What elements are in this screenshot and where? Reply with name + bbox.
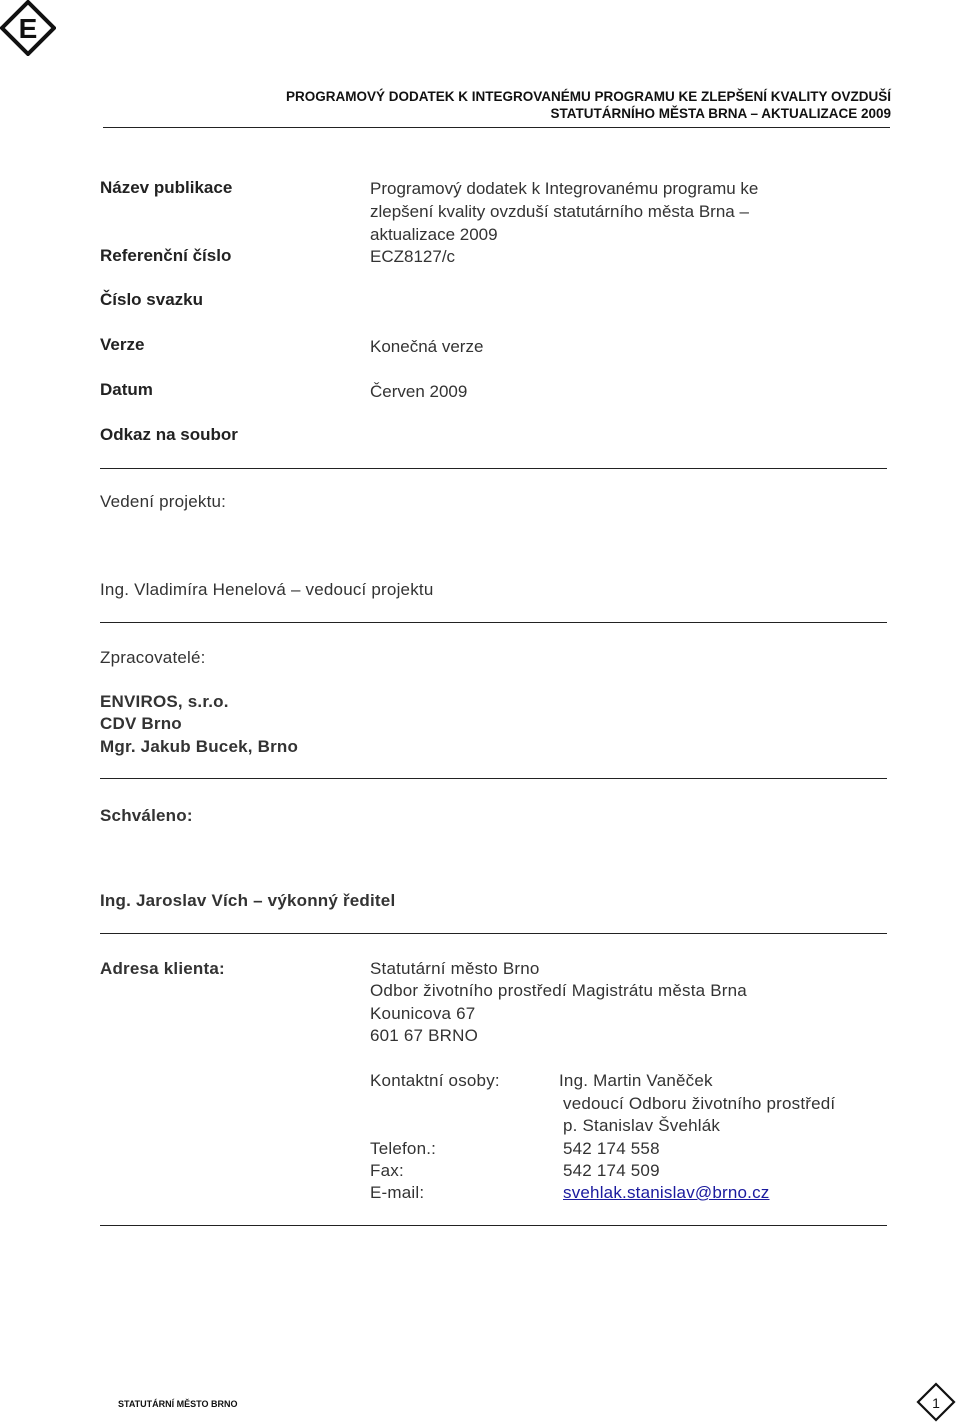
klient-address-line: 601 67 BRNO xyxy=(370,1026,479,1045)
section-divider-2 xyxy=(100,622,887,623)
contacts-label: Kontaktní osoby: xyxy=(370,1071,500,1090)
section-divider-1 xyxy=(100,468,887,469)
email-label: E-mail: xyxy=(370,1183,425,1202)
nazev-value-line2: zlepšení kvality ovzduší statutárního města Brna – xyxy=(370,202,749,221)
zpracovatele-label: Zpracovatelé: xyxy=(100,648,206,667)
nazev-value-line3: aktualizace 2009 xyxy=(370,225,498,244)
verze-value: Konečná verze xyxy=(370,337,484,356)
zpracovatel-item: Mgr. Jakub Bucek, Brno xyxy=(100,737,299,756)
verze-label: Verze xyxy=(100,335,145,354)
footer-text: STATUTÁRNÍ MĚSTO BRNO xyxy=(118,1399,238,1409)
klient-address-line: Statutární město Brno xyxy=(370,959,540,978)
datum-value: Červen 2009 xyxy=(370,382,468,401)
contact-line: vedoucí Odboru životního prostředí xyxy=(563,1094,836,1113)
fax-label: Fax: xyxy=(370,1161,404,1180)
klient-label: Adresa klienta: xyxy=(100,959,225,978)
ref-value: ECZ8127/c xyxy=(370,247,456,266)
telefon-label: Telefon.: xyxy=(370,1139,437,1158)
nazev-label: Název publikace xyxy=(100,178,233,197)
header-title-line2: STATUTÁRNÍHO MĚSTA BRNA – AKTUALIZACE 2009 xyxy=(550,106,891,121)
vedeni-person: Ing. Vladimíra Henelová – vedoucí projektu xyxy=(100,580,434,599)
header-title-line1: PROGRAMOVÝ DODATEK K INTEGROVANÉMU PROGRAMU KE ZLEPŠENÍ KVALITY OVZDUŠÍ xyxy=(285,89,891,104)
datum-label: Datum xyxy=(100,380,153,399)
section-divider-4 xyxy=(100,933,887,934)
klient-address-line: Odbor životního prostředí Magistrátu města Brna xyxy=(370,981,747,1000)
schvaleno-label: Schváleno: xyxy=(100,806,193,825)
klient-address-line: Kounicova 67 xyxy=(370,1004,476,1023)
svazek-label: Číslo svazku xyxy=(100,290,203,309)
logo-letter: E xyxy=(18,13,38,44)
contact-line: Ing. Martin Vaněček xyxy=(559,1071,713,1090)
page-number: 1 xyxy=(932,1395,940,1411)
zpracovatel-item: CDV Brno xyxy=(100,714,182,733)
ref-label: Referenční číslo xyxy=(100,246,232,265)
odkaz-label: Odkaz na soubor xyxy=(100,425,238,444)
section-divider-5 xyxy=(100,1225,887,1226)
zpracovatel-item: ENVIROS, s.r.o. xyxy=(100,692,229,711)
header-divider xyxy=(103,127,890,128)
company-logo xyxy=(0,0,56,56)
nazev-value-line1: Programový dodatek k Integrovanému programu ke xyxy=(370,179,759,198)
vedeni-label: Vedení projektu: xyxy=(100,492,227,511)
page-number-badge xyxy=(916,1382,956,1422)
section-divider-3 xyxy=(100,778,887,779)
contact-line: p. Stanislav Švehlák xyxy=(563,1116,721,1135)
fax-value: 542 174 509 xyxy=(563,1161,660,1180)
email-link[interactable]: svehlak.stanislav@brno.cz xyxy=(563,1183,770,1202)
schvaleno-person: Ing. Jaroslav Vích – výkonný ředitel xyxy=(100,891,396,910)
telefon-value: 542 174 558 xyxy=(563,1139,660,1158)
